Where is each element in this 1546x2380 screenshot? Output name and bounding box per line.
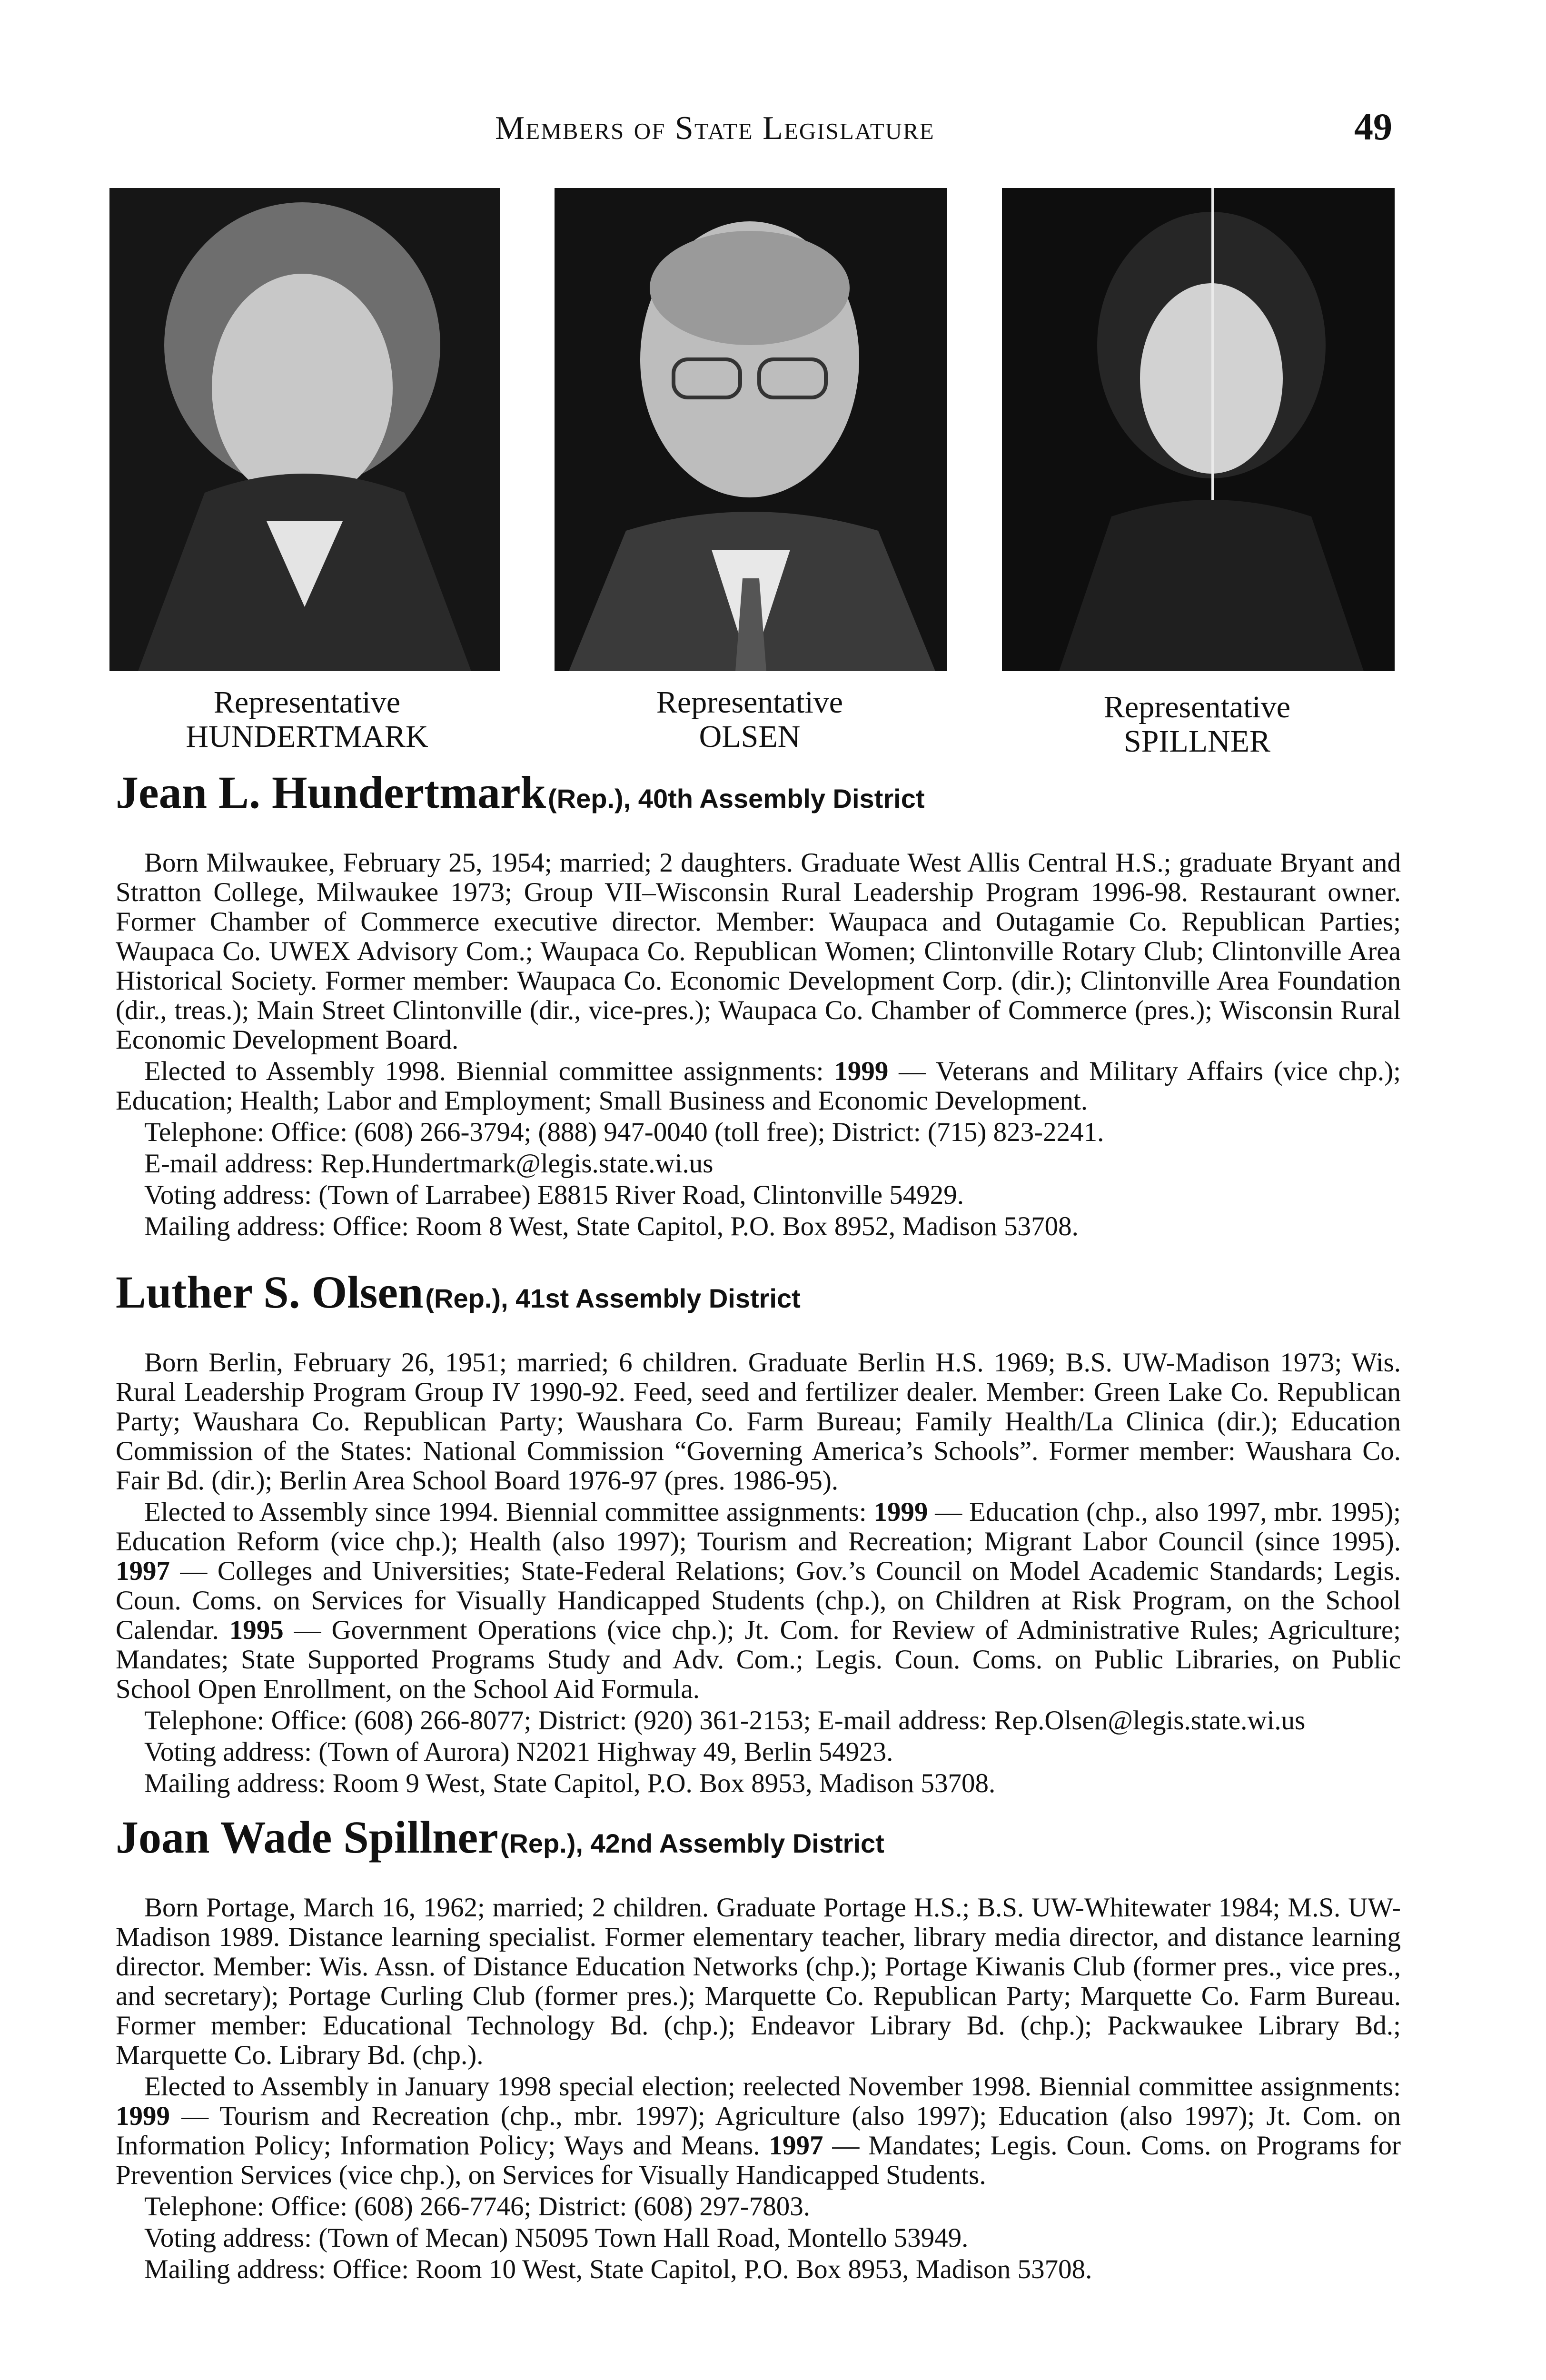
committee-paragraph: Elected to Assembly since 1994. Biennial committee assignments: 1999 — Education (chp., also 1997, mbr. 1995); Education Reform (vice chp.); Health (also 1997); Tourism and Recreation; Migrant Labor Council (since 1995). 1997 — Colleges and Universities; State-Federal Relations; Gov.’s Council on Model Academic Standards; Legis. Coun. Coms. on Services for Visually Handicapped Students (chp.), on Children at Risk Program, on the School Calendar. 1995 — Government Operations (vice chp.); Jt. Com. for Review of Administrative Rules; Agriculture; Mandates; State Supported Programs Study and Adv. Com.; Legis. Coun. Coms. on Public Libraries, on Public School Open Enrollment, on the School Aid Formula. [116,1497,1401,1704]
photo-caption-olsen [555,685,945,754]
mailing-address-line: Mailing address: Office: Room 10 West, State Capitol, P.O. Box 8953, Madison 53708. [144,2254,1092,2284]
photo-caption-spillner [1002,690,1392,759]
member-district: (Rep.), 42nd Assembly District [500,1828,884,1858]
biography-paragraph: Born Berlin, February 26, 1951; married; 6 children. Graduate Berlin H.S. 1969; B.S. UW-Madison 1973; Wis. Rural Leadership Program Group IV 1990-92. Feed, seed and fertilizer dealer. Member: Green Lake Co. Republican Party; Waushara Co. Republican Party; Waushara Co. Farm Bureau; Family Health/La Clinica (dir.); Education Commission of the States: National Commission “Governing America’s Schools”. Former member: Waushara Co. Fair Bd. (dir.); Berlin Area School Board 1976-97 (pres. 1986-95). [116,1348,1401,1496]
member-heading [116,1266,1401,1332]
committee-paragraph: Elected to Assembly in January 1998 special election; reelected November 1998. Biennial committee assignments: 1999 — Tourism and Recreation (chp., mbr. 1997); Agriculture (also 1997); Education (also 1997); Jt. Com. on Information Policy; Information Policy; Ways and Means. 1997 — Mandates; Legis. Coun. Coms. on Programs for Prevention Services (vice chp.), on Services for Visually Handicapped Students. [116,2072,1401,2190]
biography-paragraph: Born Portage, March 16, 1962; married; 2 children. Graduate Portage H.S.; B.S. UW-Whitewater 1984; M.S. UW-Madison 1989. Distance learning specialist. Former elementary teacher, library media director, and distance learning director. Member: Wis. Assn. of Distance Education Networks (chp.); Portage Kiwanis Club (former pres., vice pres., and secretary); Portage Curling Club (former pres.); Marquette Co. Republican Party; Marquette Co. Farm Bureau. Former member: Educational Technology Bd. (chp.); Endeavor Library Bd. (chp.); Packwaukee Library Bd.; Marquette Co. Library Bd. (chp.). [116,1893,1401,2070]
voting-address-line: Voting address: (Town of Aurora) N2021 Highway 49, Berlin 54923. [144,1737,893,1767]
caption-name: SPILLNER [1123,724,1271,759]
page-header [0,106,1546,167]
page-number: 49 [1354,106,1392,148]
telephone-line: Telephone: Office: (608) 266-7746; District: (608) 297-7803. [144,2192,811,2221]
member-name: Luther S. Olsen [116,1267,424,1318]
portrait-photo-hundertmark [109,188,500,671]
member-bio-olsen [116,1266,1401,1798]
caption-title: Representative [1103,690,1291,724]
member-heading [116,766,1401,832]
portrait-photo-spillner [1002,188,1395,671]
member-district: (Rep.), 41st Assembly District [425,1283,801,1313]
committee-paragraph: Elected to Assembly 1998. Biennial committee assignments: 1999 — Veterans and Military Affairs (vice chp.); Education; Health; Labor and Employment; Small Business and Economic Development. [116,1056,1401,1116]
caption-name: HUNDERTMARK [186,719,428,754]
member-heading [116,1811,1401,1877]
email-line: E-mail address: Rep.Hundertmark@legis.state.wi.us [144,1149,714,1179]
member-district: (Rep.), 40th Assembly District [548,783,925,813]
member-bio-spillner [116,1811,1401,2284]
telephone-line: Telephone: Office: (608) 266-8077; District: (920) 361-2153; E-mail address: Rep.Olsen@legis.state.wi.us [144,1706,1306,1735]
member-bio-hundertmark [116,766,1401,1241]
caption-title: Representative [213,685,401,720]
member-name: Jean L. Hundertmark [116,767,546,818]
caption-name: OLSEN [699,719,801,754]
voting-address-line: Voting address: (Town of Larrabee) E8815 River Road, Clintonville 54929. [144,1180,964,1210]
caption-title: Representative [656,685,843,720]
mailing-address-line: Mailing address: Office: Room 8 West, State Capitol, P.O. Box 8952, Madison 53708. [144,1211,1079,1241]
photo-caption-hundertmark [112,685,502,754]
member-name: Joan Wade Spillner [116,1812,498,1863]
voting-address-line: Voting address: (Town of Mecan) N5095 Town Hall Road, Montello 53949. [144,2223,969,2253]
telephone-line: Telephone: Office: (608) 266-3794; (888) 947-0040 (toll free); District: (715) 823-2241. [144,1117,1104,1147]
running-title: Members of State Legislature [495,110,935,147]
mailing-address-line: Mailing address: Room 9 West, State Capitol, P.O. Box 8953, Madison 53708. [144,1768,996,1798]
portrait-photo-olsen [555,188,947,671]
biography-paragraph: Born Milwaukee, February 25, 1954; married; 2 daughters. Graduate West Allis Central H.S.; graduate Bryant and Stratton College, Milwaukee 1973; Group VII–Wisconsin Rural Leadership Program 1996-98. Restaurant owner. Former Chamber of Commerce executive director. Member: Waupaca and Outagamie Co. Republican Parties; Waupaca Co. UWEX Advisory Com.; Waupaca Co. Republican Women; Clintonville Rotary Club; Clintonville Area Historical Society. Former member: Waupaca Co. Economic Development Corp. (dir.); Clintonville Area Foundation (dir., treas.); Main Street Clintonville (dir., vice-pres.); Waupaca Co. Chamber of Commerce (pres.); Wisconsin Rural Economic Development Board. [116,848,1401,1055]
